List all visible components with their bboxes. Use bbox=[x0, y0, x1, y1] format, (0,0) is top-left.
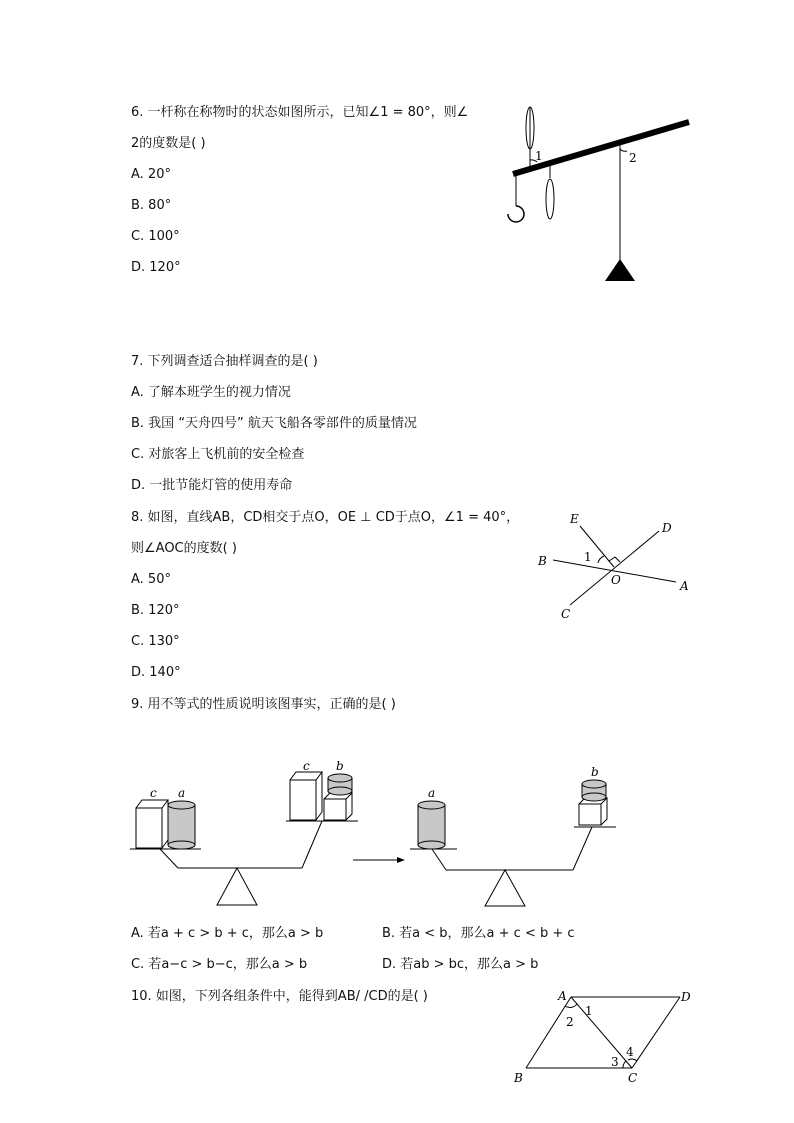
q10-stem: 10. 如图，下列各组条件中，能得到AB/ /CD的是( ) bbox=[131, 989, 428, 1004]
q8-stem-line1: 8. 如图，直线AB，CD相交于点O，OE ⊥ CD于点O，∠1 = 40°， bbox=[131, 510, 520, 525]
q8-label-C: C bbox=[561, 607, 571, 621]
q7-stem: 7. 下列调查适合抽样调查的是( ) bbox=[131, 354, 318, 369]
q9-stem: 9. 用不等式的性质说明该图事实，正确的是( ) bbox=[131, 697, 396, 712]
q6-option-d: D. 120° bbox=[131, 260, 181, 275]
q9-label-c-right: c bbox=[303, 759, 310, 773]
q9-label-a-left: a bbox=[178, 786, 186, 800]
q9-label-a-after: a bbox=[428, 786, 436, 800]
q6-option-c: C. 100° bbox=[131, 229, 180, 244]
q6-stem-line1: 6. 一杆称在称物时的状态如图所示，已知∠1 = 80°，则∠ bbox=[131, 105, 469, 120]
q8-label-A: A bbox=[680, 579, 689, 593]
q8-label-E: E bbox=[570, 512, 579, 526]
q8-label-O: O bbox=[611, 573, 621, 587]
q9-option-b: B. 若a < b，那么a + c < b + c bbox=[382, 926, 575, 941]
q9-label-b-after: b bbox=[591, 765, 599, 779]
q8-option-c: C. 130° bbox=[131, 634, 180, 649]
q7-option-a: A. 了解本班学生的视力情况 bbox=[131, 385, 291, 400]
q6-label-2: 2 bbox=[629, 151, 637, 165]
q10-label-D: D bbox=[681, 990, 691, 1004]
q8-option-b: B. 120° bbox=[131, 603, 180, 618]
q6-option-b: B. 80° bbox=[131, 198, 172, 213]
side-AB bbox=[526, 997, 571, 1068]
q6-option-a: A. 20° bbox=[131, 167, 171, 182]
q8-label-B: B bbox=[538, 554, 547, 568]
q7-option-b: B. 我国 “天舟四号” 航天飞船各零部件的质量情况 bbox=[131, 416, 417, 431]
q9-label-b-right: b bbox=[336, 759, 344, 773]
q9-option-d: D. 若ab > bc，那么a > b bbox=[382, 957, 539, 972]
q8-option-a: A. 50° bbox=[131, 572, 171, 587]
q6-stem-line2: 2的度数是( ) bbox=[131, 136, 206, 151]
q9-label-c-left: c bbox=[150, 786, 157, 800]
q8-label-D: D bbox=[662, 521, 672, 535]
q10-label-C: C bbox=[628, 1071, 638, 1085]
q8-label-1: 1 bbox=[584, 550, 592, 564]
q7-option-c: C. 对旅客上飞机前的安全检查 bbox=[131, 447, 305, 462]
q10-label-4: 4 bbox=[626, 1045, 634, 1059]
q10-label-1: 1 bbox=[585, 1004, 593, 1018]
q10-label-3: 3 bbox=[611, 1055, 619, 1069]
q10-label-2: 2 bbox=[566, 1015, 574, 1029]
q10-label-A: A bbox=[558, 989, 567, 1003]
q9-option-c: C. 若a−c > b−c，那么a > b bbox=[131, 957, 308, 972]
diagonal-AC bbox=[571, 997, 632, 1068]
side-CD bbox=[632, 997, 680, 1068]
q10-label-B: B bbox=[514, 1071, 523, 1085]
q7-option-d: D. 一批节能灯管的使用寿命 bbox=[131, 478, 293, 493]
q6-label-1: 1 bbox=[535, 149, 543, 163]
q9-option-a: A. 若a + c > b + c，那么a > b bbox=[131, 926, 324, 941]
q8-option-d: D. 140° bbox=[131, 665, 181, 680]
q8-stem-line2: 则∠AOC的度数( ) bbox=[131, 541, 237, 556]
